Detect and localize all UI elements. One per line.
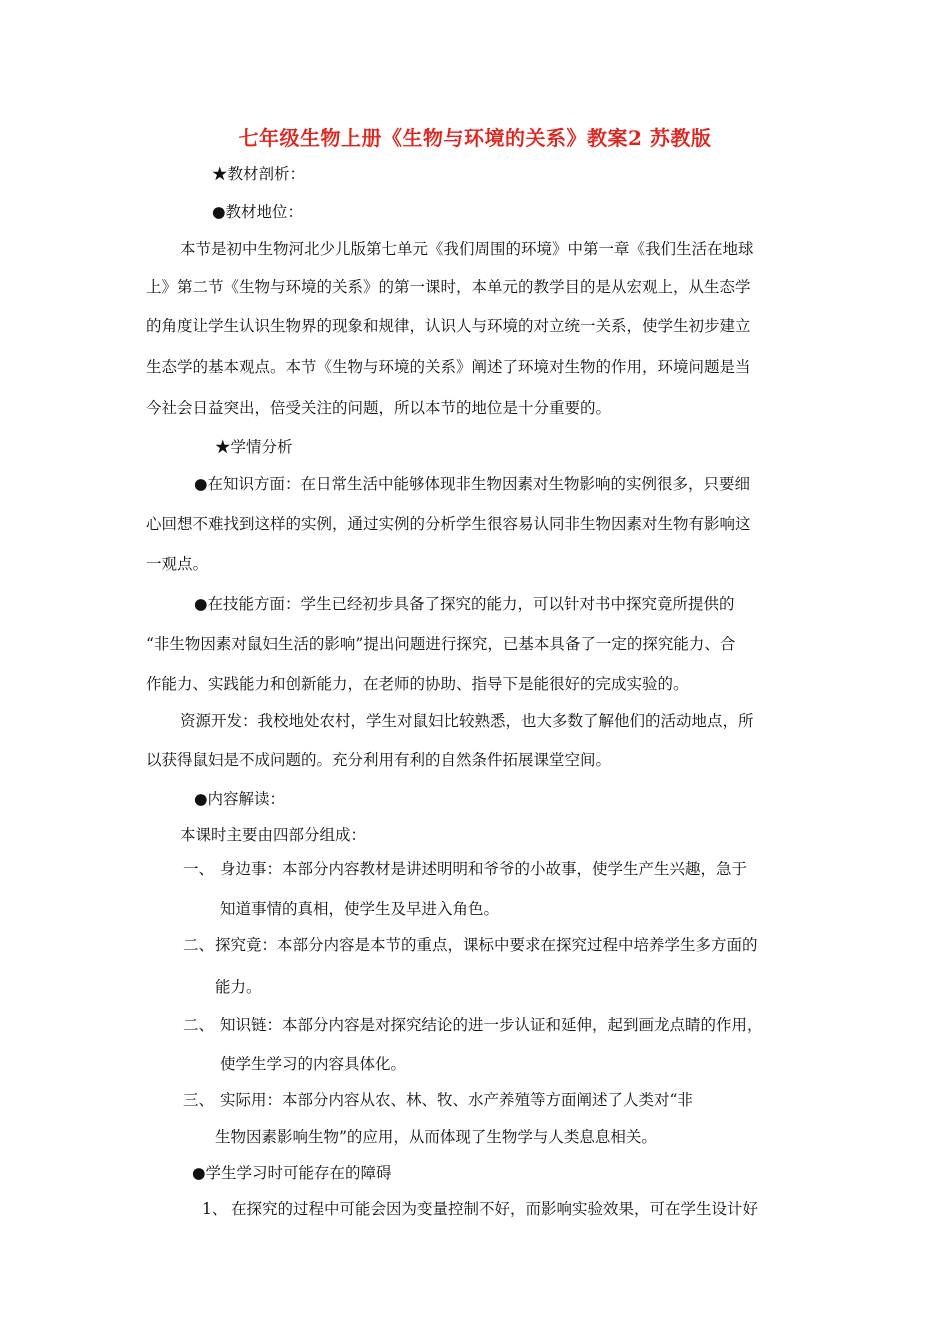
list-item-text: 知识链：本部分内容是对探究结论的进一步认证和延伸，起到画龙点睛的作用， (220, 1016, 763, 1034)
paragraph-line: 一观点。 (146, 555, 209, 573)
section-heading-students: ★学情分析 (215, 438, 293, 456)
paragraph-line: 资源开发：我校地处农村，学生对鼠妇比较熟悉，也大多数了解他们的活动地点，所 (180, 712, 754, 730)
paragraph-line: 本节是初中生物河北少儿版第七单元《我们周围的环境》中第一章《我们生活在地球 (180, 240, 754, 258)
subheading-obstacles: ●学生学习时可能存在的障碍 (192, 1164, 392, 1182)
paragraph-line: 以获得鼠妇是不成问题的。充分利用有利的自然条件拓展课堂空间。 (146, 751, 612, 769)
paragraph-line: 今社会日益突出，倍受关注的问题，所以本节的地位是十分重要的。 (146, 399, 612, 417)
list-item-text: 身边事：本部分内容教材是讲述明明和爷爷的小故事，使学生产生兴趣，急于 (220, 860, 748, 878)
paragraph-line: 上》第二节《生物与环境的关系》的第一课时，本单元的教学目的是从宏观上，从生态学 (146, 278, 751, 296)
subheading-position: ●教材地位： (212, 203, 304, 221)
list-item-text: 在探究的过程中可能会因为变量控制不好，而影响实验效果，可在学生设计好 (231, 1200, 759, 1218)
list-number: 二、 (183, 936, 215, 954)
section-heading-material: ★教材剖析： (212, 165, 306, 183)
document-title: 七年级生物上册《生物与环境的关系》教案2 苏教版 (238, 126, 712, 150)
paragraph-line: 作能力、实践能力和创新能力，在老师的协助、指导下是能很好的完成实验的。 (146, 675, 689, 693)
list-number: 三、 (183, 1091, 215, 1109)
paragraph-line: 生态学的基本观点。本节《生物与环境的关系》阐述了环境对生物的作用，环境问题是当 (146, 358, 751, 376)
paragraph-line: ●在技能方面：学生已经初步具备了探究的能力，可以针对书中探究竟所提供的 (194, 595, 735, 613)
list-item-text: 实际用：本部分内容从农、林、牧、水产养殖等方面阐述了人类对“非 (220, 1091, 693, 1109)
list-number: 一、 (183, 860, 215, 878)
list-item-text: 知道事情的真相，使学生及早进入角色。 (220, 900, 500, 918)
list-item-text: 生物因素影响生物”的应用，从而体现了生物学与人类息息相关。 (215, 1128, 657, 1146)
list-number: 1、 (202, 1200, 228, 1218)
subheading-content: ●内容解读： (194, 790, 286, 808)
paragraph-line: “非生物因素对鼠妇生活的影响”提出问题进行探究，已基本具备了一定的探究能力、合 (146, 635, 736, 653)
list-item-text: 能力。 (215, 978, 262, 996)
list-item-text: 探究竟：本部分内容是本节的重点，课标中要求在探究过程中培养学生多方面的 (215, 936, 758, 954)
paragraph-line: 本课时主要由四部分组成： (180, 826, 367, 844)
list-item-text: 使学生学习的内容具体化。 (220, 1055, 407, 1073)
paragraph-line: ●在知识方面：在日常生活中能够体现非生物因素对生物影响的实例很多，只要细 (194, 475, 751, 493)
paragraph-line: 的角度让学生认识生物界的现象和规律，认识人与环境的对立统一关系，使学生初步建立 (146, 317, 751, 335)
list-number: 二、 (183, 1016, 215, 1034)
paragraph-line: 心回想不难找到这样的实例，通过实例的分析学生很容易认同非生物因素对生物有影响这 (146, 515, 751, 533)
